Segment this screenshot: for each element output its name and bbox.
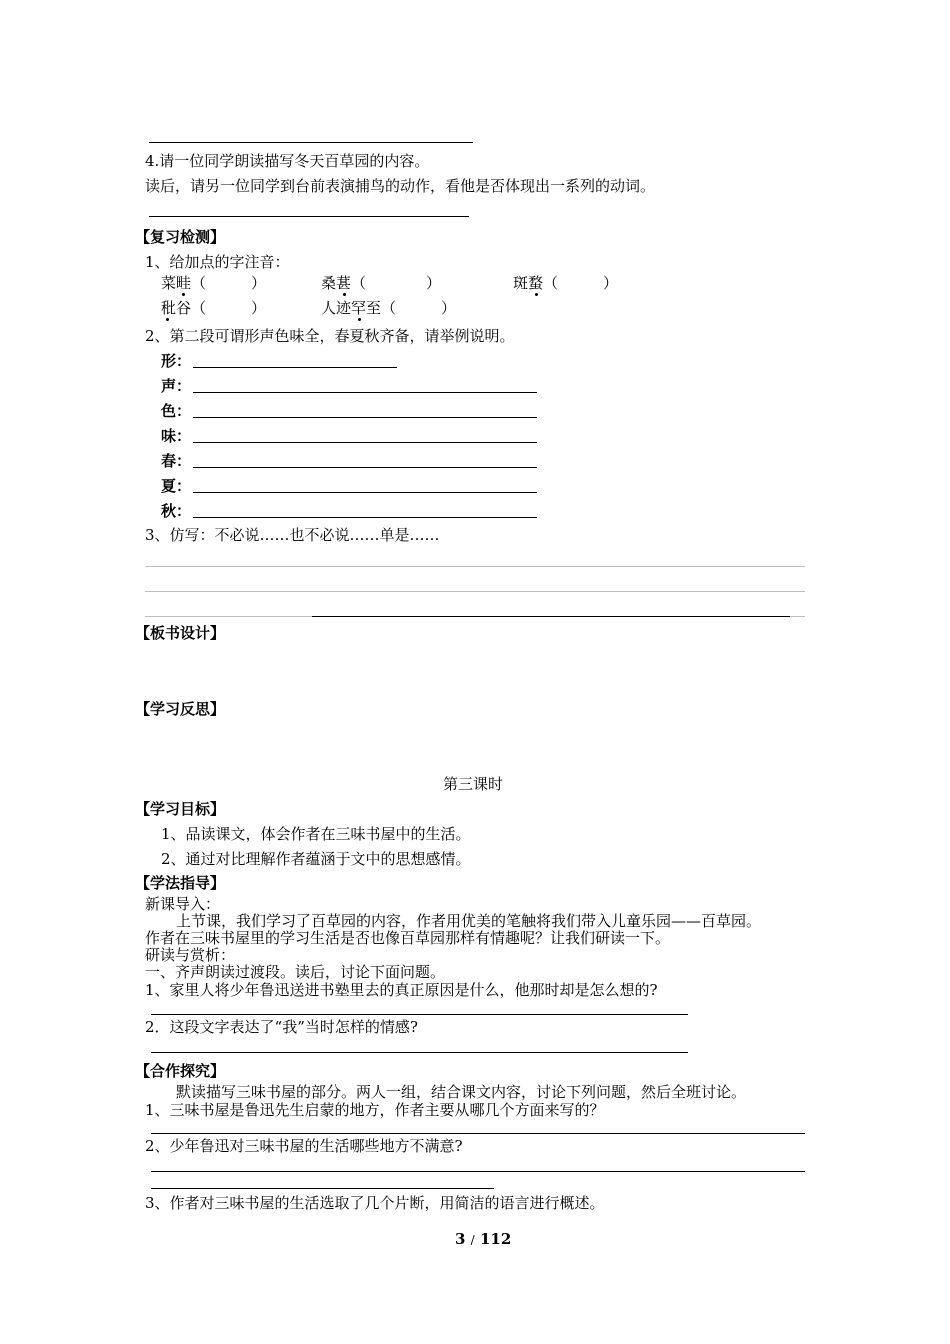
step-1: 一、齐声朗读过渡段。读后，讨论下面问题。 — [145, 963, 446, 981]
emphasis-dot — [358, 318, 361, 321]
page-current: 3 — [455, 1230, 466, 1248]
answer-line — [193, 367, 397, 368]
answer-line — [151, 1133, 805, 1134]
study-label: 研读与赏析： — [145, 946, 236, 964]
emphasis-dot — [343, 293, 346, 296]
reflection-heading: 【学习反思】 — [135, 700, 226, 718]
goal-1: 1、品读课文，体会作者在三味书屋中的生活。 — [161, 825, 471, 843]
writing-line — [312, 616, 790, 617]
goals-heading: 【学习目标】 — [135, 800, 226, 818]
answer-line — [193, 492, 537, 493]
label-sheng: 声： — [161, 377, 192, 395]
emphasis-dot — [166, 318, 169, 321]
review-question-1: 1、给加点的字注音： — [145, 253, 290, 271]
cooperation-question-3: 3、作者对三味书屋的生活选取了几个片断，用简洁的语言进行概述。 — [145, 1194, 605, 1212]
intro-paragraph-2: 作者在三味书屋里的学习生活是否也像百草园那样有情趣呢？让我们研读一下。 — [145, 929, 671, 947]
intro-label: 新课导入： — [145, 895, 221, 913]
review-heading: 【复习检测】 — [135, 228, 226, 246]
emphasis-dot — [535, 293, 538, 296]
answer-line — [151, 1171, 805, 1172]
label-xia: 夏： — [161, 477, 192, 495]
study-question-1: 1、家里人将少年鲁迅送进书塾里去的真正原因是什么，他那时却是怎么想的? — [145, 981, 658, 999]
label-se: 色： — [161, 402, 192, 420]
answer-line — [151, 1188, 494, 1189]
pinyin-word-bigu: 秕谷（ ） — [161, 299, 267, 317]
question-4-followup: 读后，请另一位同学到台前表演捕鸟的动作，看他是否体现出一系列的动词。 — [145, 177, 656, 195]
answer-line — [193, 392, 537, 393]
board-design-heading: 【板书设计】 — [135, 624, 226, 642]
study-question-2: 2．这段文字表达了“我”当时怎样的情感? — [145, 1018, 418, 1036]
label-qiu: 秋： — [161, 502, 192, 520]
goal-2: 2、通过对比理解作者蕴涵于文中的思想感情。 — [161, 850, 471, 868]
cooperation-intro: 默读描写三味书屋的部分。两人一组，结合课文内容，讨论下列问题，然后全班讨论。 — [176, 1083, 747, 1101]
writing-line — [145, 566, 805, 567]
answer-line — [151, 1014, 688, 1015]
answer-line — [151, 1052, 688, 1053]
review-question-2: 2、第二段可谓形声色味全，春夏秋齐备，请举例说明。 — [145, 327, 515, 345]
answer-line — [193, 417, 537, 418]
answer-line — [193, 517, 537, 518]
cooperation-heading: 【合作探究】 — [135, 1062, 226, 1080]
answer-line — [193, 467, 537, 468]
emphasis-dot — [182, 293, 185, 296]
review-question-3: 3、仿写：不必说……也不必说……单是…… — [145, 526, 440, 544]
page-total: 112 — [479, 1230, 512, 1248]
method-heading: 【学法指导】 — [135, 874, 226, 892]
pinyin-word-banmao: 斑蝥（ ） — [513, 274, 619, 292]
answer-line — [149, 216, 469, 217]
pinyin-word-caiqi: 菜畦（ ） — [161, 274, 267, 292]
answer-line — [149, 142, 473, 143]
page-number — [455, 1230, 511, 1249]
cooperation-question-2: 2、少年鲁迅对三味书屋的生活哪些地方不满意? — [145, 1137, 463, 1155]
question-4: 4.请一位同学朗读描写冬天百草园的内容。 — [145, 152, 430, 170]
label-xing: 形： — [161, 352, 192, 370]
page-separator: / — [470, 1233, 475, 1247]
answer-line — [193, 442, 537, 443]
cooperation-question-1: 1、三味书屋是鲁迅先生启蒙的地方，作者主要从哪几个方面来写的？ — [145, 1101, 605, 1119]
lesson-title: 第三课时 — [443, 775, 504, 793]
label-wei: 味： — [161, 427, 192, 445]
pinyin-word-sangshen: 桑葚（ ） — [321, 274, 442, 292]
intro-paragraph-1: 上节课，我们学习了百草园的内容，作者用优美的笔触将我们带入儿童乐园——百草园。 — [176, 912, 762, 930]
writing-line — [145, 591, 805, 592]
pinyin-word-renjihanzhi: 人迹罕至（ ） — [321, 299, 457, 317]
label-chun: 春： — [161, 452, 192, 470]
